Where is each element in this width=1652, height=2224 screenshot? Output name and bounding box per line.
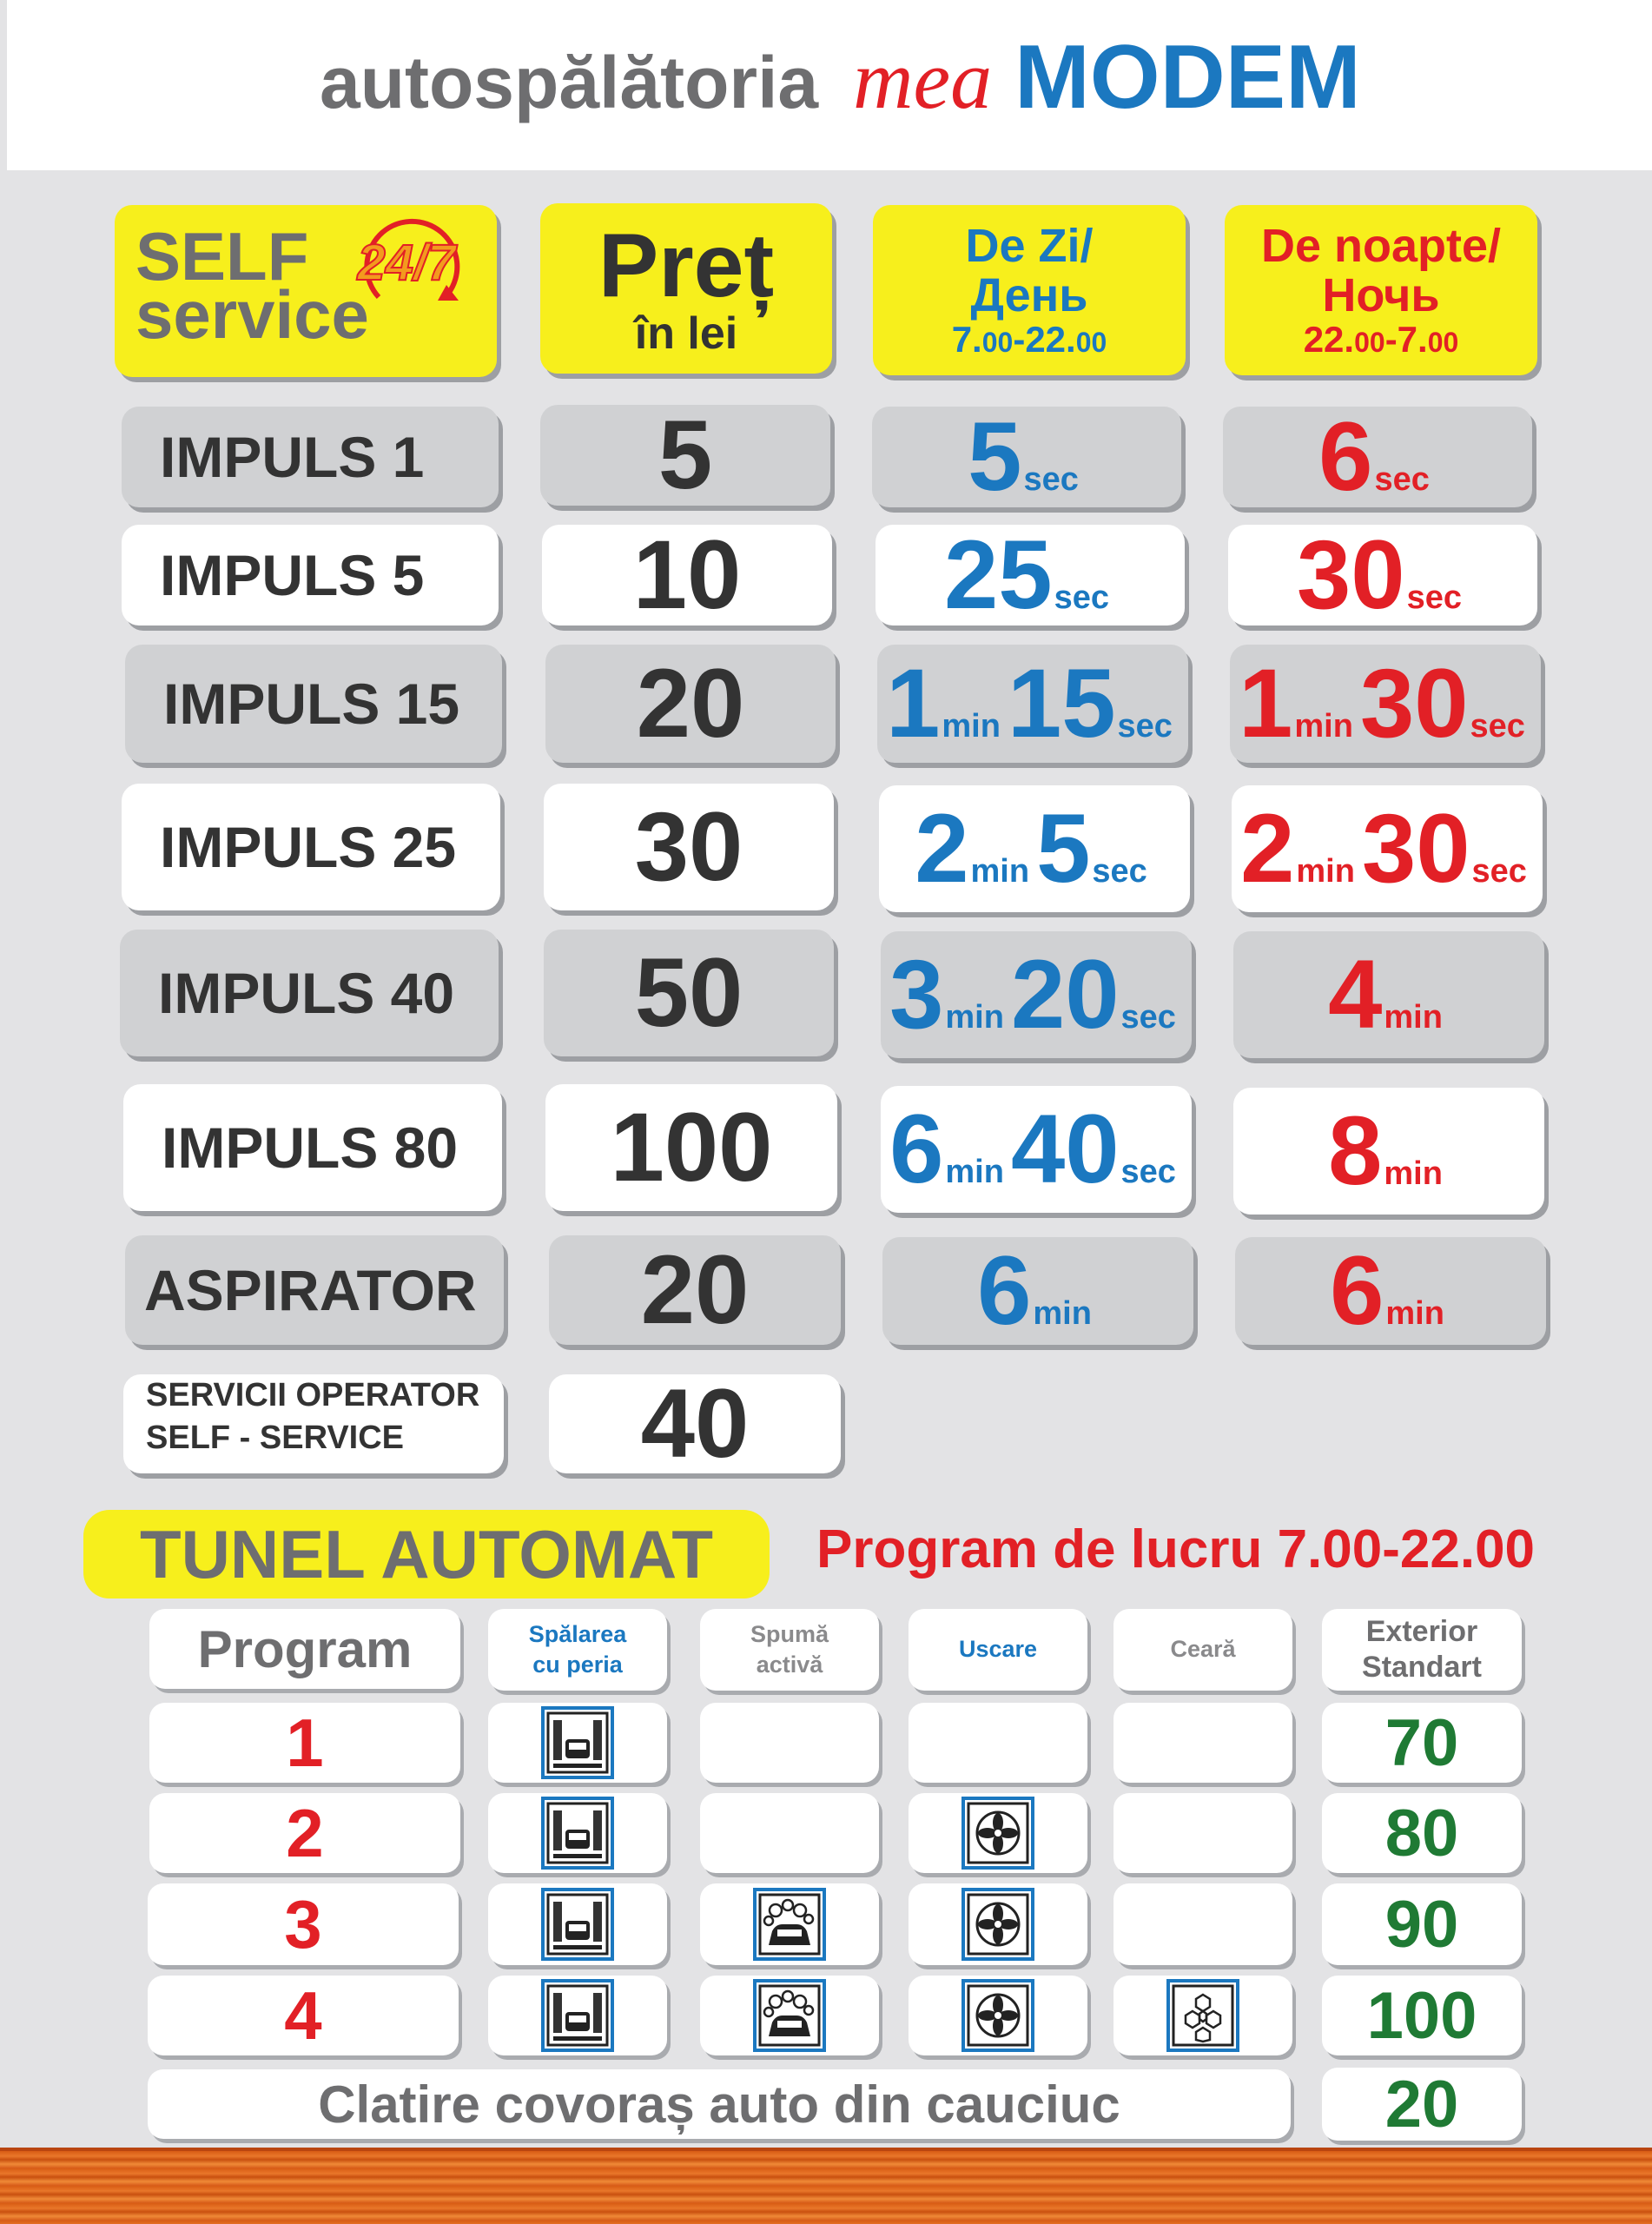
header-banner [7,0,1652,170]
night-hours: 22.00-7.00 [1303,318,1459,360]
drying-fan-icon [961,1797,1034,1870]
cell-brush [488,1883,667,1965]
th-wax: Ceară [1113,1609,1292,1691]
day-duration: 25 sec [876,525,1185,626]
night-label-ro: De noapte/ [1260,219,1502,272]
night-label-ru: Ночь [1322,268,1440,321]
program-number: 1 [149,1703,460,1783]
wood-floor [0,2151,1652,2224]
night-duration: 6 sec [1223,407,1532,507]
tunnel-title: TUNEL AUTOMAT [83,1510,770,1598]
active-foam-icon [753,1888,826,1961]
row-price: 100 [545,1084,837,1211]
row-label: IMPULS 15 [125,645,502,763]
brush-wash-icon [541,1797,614,1870]
th-program: Program [149,1609,460,1689]
row-price: 5 [540,405,830,506]
cell-wax-empty [1113,1883,1292,1965]
price-header [540,203,832,374]
page-title [320,26,1361,130]
day-duration: 3 min 20 sec [881,931,1192,1058]
night-duration: 4 min [1233,931,1544,1058]
mat-rinse-price: 20 [1322,2068,1522,2141]
clock-24-7-icon [344,210,469,314]
cell-wax-empty [1113,1703,1292,1783]
program-number: 3 [148,1883,459,1965]
program-price: 80 [1322,1793,1522,1873]
row-price: 50 [544,930,834,1056]
row-price: 20 [545,645,836,763]
program-price: 90 [1322,1883,1522,1965]
th-exterior-standard: Exterior Standart [1322,1609,1522,1691]
operator-price: 40 [549,1374,841,1473]
row-price: 10 [542,525,832,626]
night-header [1225,205,1537,375]
night-duration: 1 min 30 sec [1230,645,1541,763]
cell-dry-empty [909,1703,1087,1783]
day-header [873,205,1186,375]
day-label-ru: День [970,268,1088,321]
day-duration: 6 min [882,1237,1193,1345]
operator-line-2: SELF - SERVICE [146,1420,405,1457]
row-label: IMPULS 40 [120,930,499,1056]
title-word-modem: MODEM [1014,27,1361,128]
cell-foam-empty [700,1703,879,1783]
row-label: IMPULS 25 [122,784,500,910]
day-duration: 6 min 40 sec [881,1086,1192,1213]
row-label: IMPULS 5 [122,525,499,626]
mat-rinse-label: Clatire covoraș auto din cauciuc [148,2069,1291,2139]
cell-wax-empty [1113,1793,1292,1873]
row-price: 20 [549,1235,841,1345]
cell-dry [909,1883,1087,1965]
program-price: 100 [1322,1976,1522,2055]
th-brush-wash: Spălarea cu peria [488,1609,667,1691]
cell-brush [488,1793,667,1873]
day-duration: 5 sec [872,407,1181,507]
row-label: ASPIRATOR [125,1235,504,1345]
service-word: service [135,276,369,354]
active-foam-icon [753,1979,826,2052]
day-duration: 2 min 5 sec [879,785,1190,912]
tunnel-schedule: Program de lucru 7.00-22.00 [816,1519,1536,1579]
operator-line-1: SERVICII OPERATOR [146,1377,480,1413]
program-price: 70 [1322,1703,1522,1783]
price-subtitle: în lei [634,308,738,359]
self-service-header [115,205,497,377]
day-label-ro: De Zi/ [965,219,1094,272]
brush-wash-icon [541,1979,614,2052]
night-duration: 8 min [1233,1088,1544,1215]
cell-dry [909,1793,1087,1873]
wax-icon [1166,1979,1239,2052]
night-duration: 6 min [1235,1237,1546,1345]
self-service-title [135,218,369,354]
title-word-mea: mea [853,33,993,126]
cell-foam [700,1883,879,1965]
badge-24-7: 24/7 [357,235,456,291]
cell-wax [1113,1976,1292,2055]
cell-brush [488,1976,667,2055]
price-title: Preț [598,215,775,316]
row-label: IMPULS 1 [122,407,499,507]
cell-brush [488,1703,667,1783]
program-number: 4 [148,1976,459,2055]
cell-foam-empty [700,1793,879,1873]
th-active-foam: Spumă activă [700,1609,879,1691]
night-duration: 2 min 30 sec [1232,785,1543,912]
cell-foam [700,1976,879,2055]
cell-dry [909,1976,1087,2055]
night-duration: 30 sec [1228,525,1537,626]
row-price: 30 [544,784,834,910]
th-drying: Uscare [909,1609,1087,1691]
brush-wash-icon [541,1706,614,1779]
brush-wash-icon [541,1888,614,1961]
drying-fan-icon [961,1888,1034,1961]
day-duration: 1 min 15 sec [877,645,1188,763]
row-label: IMPULS 80 [123,1084,502,1211]
day-hours: 7.00-22.00 [951,318,1107,360]
drying-fan-icon [961,1979,1034,2052]
title-word-autospalatoria: autospălătoria [320,42,819,123]
program-number: 2 [149,1793,460,1873]
self-word: SELF [135,218,309,295]
operator-service-label [123,1374,504,1473]
